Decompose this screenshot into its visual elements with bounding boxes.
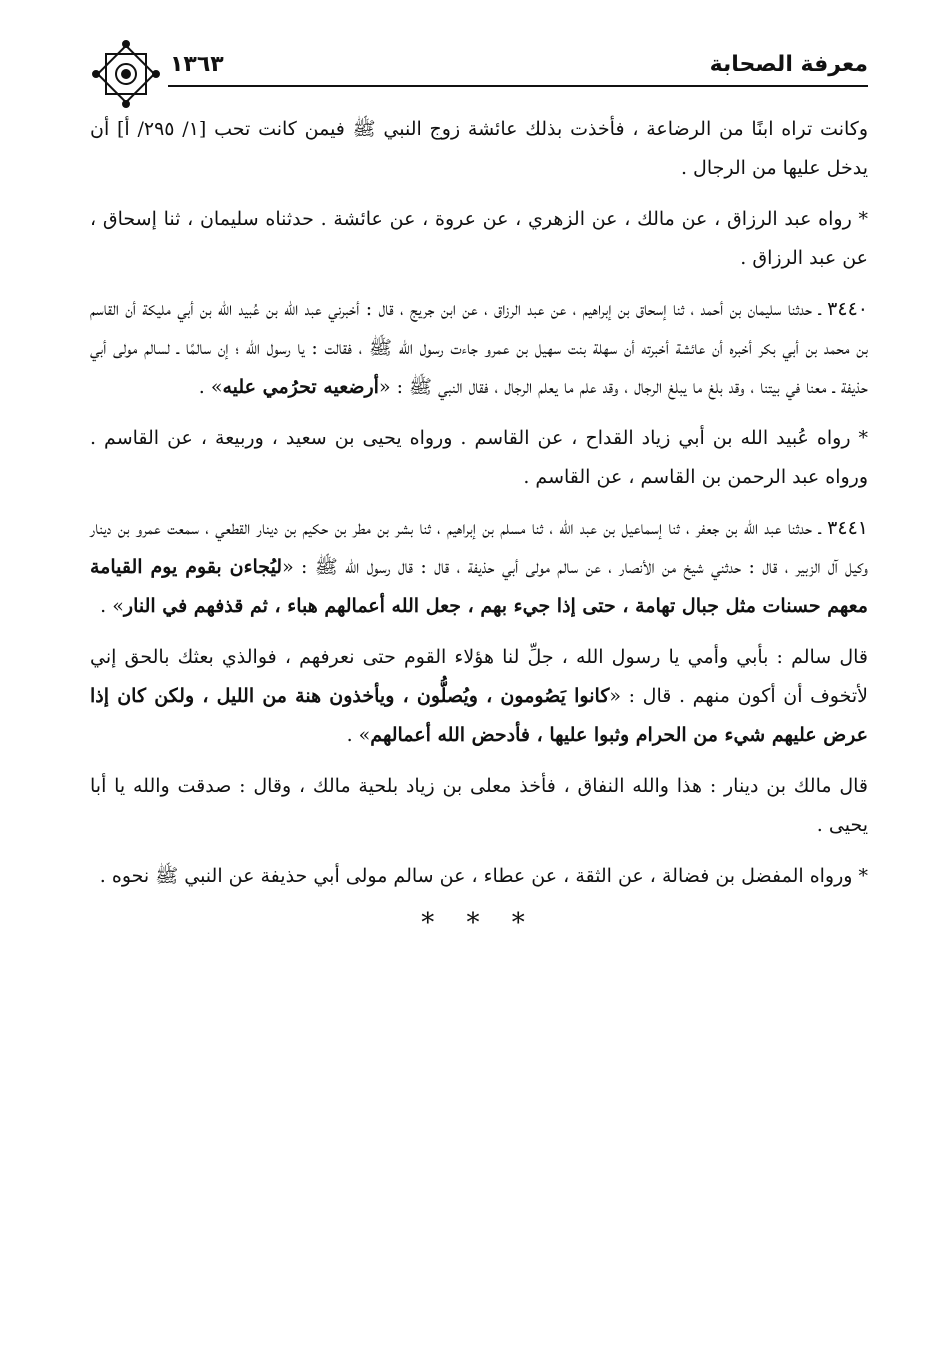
paragraph-text: قال مالك بن دينار : هذا والله النفاق ، فأخذ معلى بن زياد بلحية مالك ، وقال : صدقت والله يا أبا يحيى . (90, 775, 868, 836)
hadith-text: أرضعيه تحرُمي عليه (222, 376, 379, 398)
paragraph (90, 200, 868, 278)
paragraph-text: * رواه عُبيد الله بن أبي زياد القداح ، عن القاسم . ورواه يحيى بن سعيد ، وربيعة ، عن القاسم . ورواه عبد الرحمن بن القاسم ، عن القاسم . (90, 427, 868, 488)
page-number: ١٣٦٣ (170, 52, 224, 77)
paragraph (90, 419, 868, 497)
paragraph (90, 638, 868, 755)
section-separator: * * * (421, 908, 537, 938)
hadith-text: كانوا يَصُومون ، ويُصلُّون ، ويأخذون هنة من الليل ، ولكن كان إذا عرض عليهم شيء من الحرام وثبوا عليها ، فأدحض الله أعمالهم (90, 685, 868, 746)
paragraph-text: قال سالم : بأبي وأمي يا رسول الله ، جلِّ لنا هؤلاء القوم حتى نعرفهم ، فوالذي بعثك بالحق إني لأتخوف أن أكون منهم . قال : « (90, 646, 868, 707)
paragraph (90, 857, 868, 896)
hadith-text: ليُجاءن بقوم يوم القيامة معهم حسنات مثل جبال تهامة ، حتى إذا جيء بهم ، جعل الله أعمالهم هباء ، ثم قذفهم في النار (90, 556, 868, 617)
paragraph (90, 767, 868, 845)
paragraph-text: * ورواه المفضل بن فضالة ، عن الثقة ، عن عطاء ، عن سالم مولى أبي حذيفة عن النبي ﷺ نحوه . (99, 865, 868, 887)
paragraph-text: » . (100, 595, 124, 617)
header-rule (168, 85, 868, 87)
paragraph (90, 509, 868, 626)
paragraph (90, 110, 868, 188)
paragraph-text: وكانت تراه ابنًا من الرضاعة ، فأخذت بذلك عائشة زوج النبي ﷺ فيمن كانت تحب [١/ ٢٩٥/ أ] أن يدخل عليها من الرجال . (90, 118, 869, 179)
page (90, 30, 868, 1290)
paragraph-text: ٣٤٤١ ـ حدثنا عبد الله بن جعفر ، ثنا إسماعيل بن عبد الله ، ثنا مسلم بن إبراهيم ، ثنا بشر بن مطر بن حكيم بن دينار القطعي ، سمعت عمرو بن دينار وكيل آل الزبير ، قال : حدثني شيخ من الأنصار ، عن سالم مولى أبي حذيفة ، قال : قال رسول الله ﷺ : « (90, 517, 869, 578)
paragraph-text: * رواه عبد الرزاق ، عن مالك ، عن الزهري ، عن عروة ، عن عائشة . حدثناه سليمان ، ثنا إسحاق ، عن عبد الرزاق . (90, 208, 868, 269)
paragraph-text: » . (198, 376, 223, 398)
running-title: معرفة الصحابة (709, 52, 868, 77)
page-header (90, 30, 868, 110)
paragraph (90, 290, 868, 407)
ornament-icon (90, 38, 162, 110)
paragraph-text: ٣٤٤٠ ـ حدثنا سليمان بن أحمد ، ثنا إسحاق بن إبراهيم ، عن عبد الرزاق ، عن ابن جريج ، قال : أخبرني عبد الله بن عُبيد الله بن أبي مليكة أن القاسم بن محمد بن أبي بكر أخبره أن عائشة أخبرته أن سهلة بنت سهيل بن عمرو جاءت رسول الله ﷺ ، فقالت : يا رسول الله ؛ إن سالمًا ـ لسالم مولى أبي حذيفة ـ معنا في بيتنا ، وقد بلغ ما يبلغ الرجال ، وقد علم ما يعلم الرجال ، فقال النبي ﷺ : « (90, 298, 868, 398)
paragraph-text: » . (346, 724, 371, 746)
body-text (90, 110, 868, 896)
